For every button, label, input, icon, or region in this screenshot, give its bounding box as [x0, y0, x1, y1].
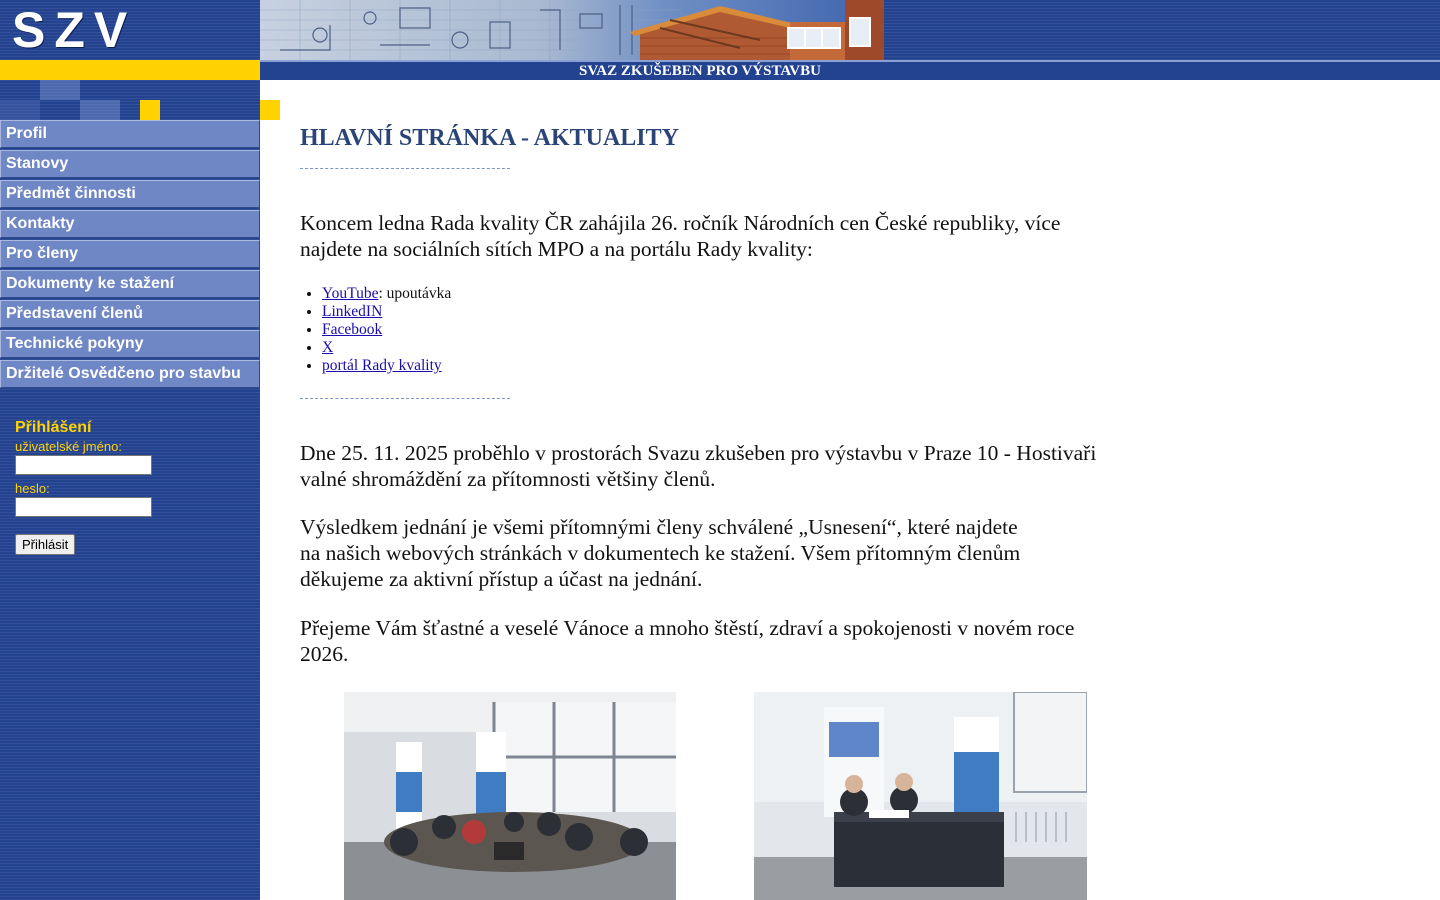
username-input[interactable] [15, 455, 152, 475]
header-background [884, 0, 1440, 60]
link-suffix: : upoutávka [378, 285, 452, 302]
list-item [322, 339, 451, 357]
rada-kvality-link[interactable]: portál Rady kvality [322, 357, 442, 374]
login-title: Přihlášení [15, 419, 92, 436]
linkedin-link[interactable]: LinkedIN [322, 303, 383, 320]
divider [300, 168, 510, 169]
sidebar [0, 80, 260, 900]
news-paragraph [300, 440, 1096, 492]
news-text-line: Koncem ledna Rada kvality ČR zahájila 26. ročník Národních cen České republiky, více [300, 211, 1061, 235]
page-title: HLAVNÍ STRÁNKA - AKTUALITY [300, 125, 679, 151]
decorative-square [80, 100, 120, 120]
news-text-line: najdete na sociálních sítích MPO a na portálu Rady kvality: [300, 237, 813, 261]
list-item [322, 357, 451, 375]
username-label: uživatelské jméno: [15, 439, 122, 454]
site-title-bar [260, 60, 1440, 80]
list-item [322, 303, 451, 321]
youtube-link[interactable]: YouTube [322, 285, 379, 302]
password-label: heslo: [15, 481, 50, 496]
header [0, 0, 1440, 60]
news-paragraph [300, 615, 1074, 667]
main-navigation [0, 120, 260, 390]
divider [300, 398, 510, 399]
list-item [322, 285, 451, 303]
nav-item-drzitele-osvedceno[interactable]: Držitelé Osvědčeno pro stavbu [0, 360, 260, 388]
social-links-list [300, 285, 451, 375]
decorative-square [0, 100, 40, 120]
login-button[interactable]: Přihlásit [15, 534, 75, 555]
site-title: SVAZ ZKUŠEBEN PRO VÝSTAVBU [579, 63, 821, 79]
nav-item-predstaveni-clenu[interactable]: Představení členů [0, 300, 260, 328]
news-text-line: valné shromáždění za přítomnosti většiny členů. [300, 467, 716, 491]
news-text-line: Dne 25. 11. 2025 proběhlo v prostorách Svazu zkušeben pro výstavbu v Praze 10 - Hostivaři [300, 441, 1097, 465]
nav-item-profil[interactable]: Profil [0, 120, 260, 148]
news-paragraph [300, 514, 1020, 592]
decorative-square [40, 80, 80, 100]
password-input[interactable] [15, 497, 152, 517]
news-text-line: na našich webových stránkách v dokumentech ke stažení. Všem přítomným členům [300, 541, 1021, 565]
news-text-line: Výsledkem jednání je všemi přítomnými členy schválené „Usnesení“, které najdete [300, 515, 1018, 539]
yellow-square-icon [140, 100, 160, 120]
header-banner-image [260, 0, 884, 60]
nav-item-technicke-pokyny[interactable]: Technické pokyny [0, 330, 260, 358]
meeting-photo[interactable] [344, 692, 676, 900]
nav-item-kontakty[interactable]: Kontakty [0, 210, 260, 238]
news-text-line: 2026. [300, 642, 349, 666]
nav-item-stanovy[interactable]: Stanovy [0, 150, 260, 178]
yellow-square-icon [260, 100, 280, 120]
news-text-line: děkujeme za aktivní přístup a účast na jednání. [300, 567, 703, 591]
news-text-line: Přejeme Vám šťastné a veselé Vánoce a mnoho štěstí, zdraví a spokojenosti v novém roce [300, 616, 1075, 640]
list-item [322, 321, 451, 339]
meeting-photo[interactable] [754, 692, 1087, 900]
nav-item-dokumenty[interactable]: Dokumenty ke stažení [0, 270, 260, 298]
yellow-accent-bar [0, 60, 260, 80]
news-paragraph [300, 210, 1060, 262]
x-link[interactable]: X [322, 339, 334, 356]
logo[interactable] [0, 0, 260, 60]
login-form [15, 419, 215, 555]
nav-item-pro-cleny[interactable]: Pro členy [0, 240, 260, 268]
logo-text: SZV [12, 2, 137, 58]
facebook-link[interactable]: Facebook [322, 321, 383, 338]
nav-item-predmet-cinnosti[interactable]: Předmět činnosti [0, 180, 260, 208]
